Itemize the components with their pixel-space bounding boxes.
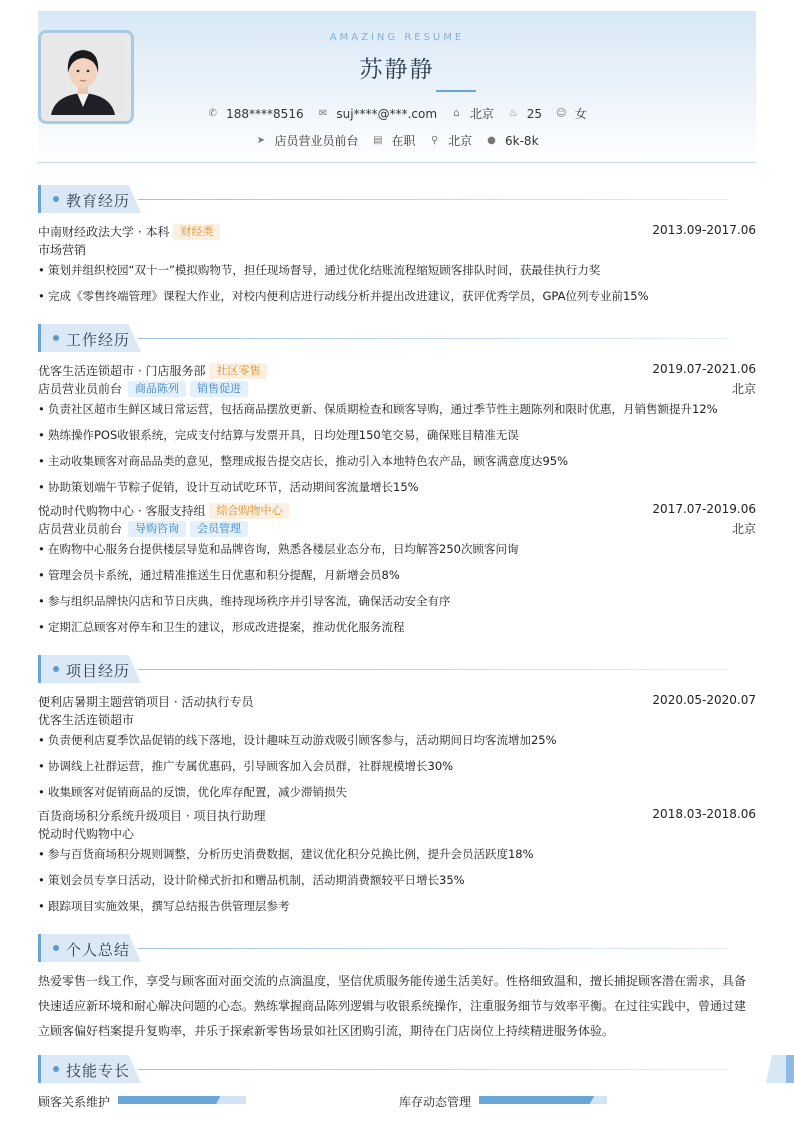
salary-text: 6k-8k: [505, 133, 539, 148]
skill-name: 库存动态管理: [399, 1095, 472, 1109]
phone-text: 188****8516: [226, 106, 304, 121]
school-tag: 财经类: [173, 224, 220, 240]
work-period: 2017.07-2019.06: [652, 502, 756, 516]
bullet-dot-icon: [53, 335, 59, 341]
project-name: 便利店暑期主题营销项目 · 活动执行专员: [38, 695, 254, 709]
list-item: • 策划并组织校园“双十一”模拟购物节，担任现场督导，通过优化结账流程缩短顾客排队时间，获最佳执行力奖: [38, 262, 756, 278]
section-title-skills: 技能专长: [66, 1062, 131, 1080]
work-period: 2019.07-2021.06: [652, 362, 756, 376]
phone-item: [207, 107, 303, 121]
skill-tag: 导购咨询: [128, 521, 186, 537]
skill-tag: 商品陈列: [128, 381, 186, 397]
phone-icon: ✆: [208, 108, 217, 119]
list-item: • 负责便利店夏季饮品促销的线下落地，设计趣味互动游戏吸引顾客参与，活动期间日均客流增加25%: [38, 732, 756, 748]
summary-text: 热爱零售一线工作，享受与顾客面对面交流的点滴温度，坚信优质服务能传递生活美好。性格细致温和，擅长捕捉顾客潜在需求，具备快速适应新环境和耐心解决问题的心态。熟练掌握商品陈列逻辑与收银系统操作，注重服务细节与效率平衡。在过往实践中，曾通过建立顾客偏好档案提升复购率，并乐于探索新零售场景如社区团购引流，期待在门店岗位上持续精进服务体验。: [38, 974, 747, 1038]
city-item: [451, 105, 494, 122]
skill-item: [38, 1093, 110, 1110]
company-name: 优客生活连锁超市 · 门店服务部: [38, 364, 206, 378]
list-item: • 主动收集顾客对商品品类的意见，整理成报告提交店长，推动引入本地特色农产品，顾客满意度达95%: [38, 453, 756, 469]
bullet-dot-icon: [53, 1066, 59, 1072]
list-item: • 参与组织品牌快闪店和节日庆典，维持现场秩序并引导客流，确保活动安全有序: [38, 593, 756, 609]
bullet-dot-icon: [53, 196, 59, 202]
age-item: [508, 107, 542, 121]
list-item: • 完成《零售终端管理》课程大作业，对校内便利店进行动线分析并提出改进建议，获评优秀学员，GPA位列专业前15%: [38, 288, 756, 304]
section-summary: [38, 934, 756, 964]
section-skills: [38, 1055, 756, 1085]
project-header: [38, 807, 756, 824]
mail-icon: ✉: [318, 108, 328, 119]
section-title-education: 教育经历: [66, 192, 131, 210]
education-major: 市场营销: [38, 243, 87, 257]
smile-icon: ☺: [556, 108, 567, 119]
work-header: [38, 362, 756, 379]
education-period: 2013.09-2017.06: [652, 223, 756, 237]
target-role-text: 店员营业员前台: [274, 134, 359, 148]
section-education: [38, 185, 756, 215]
list-item: • 协调线上社群运营，推广专属优惠码，引导顾客加入会员群，社群规模增长30%: [38, 758, 756, 774]
cake-icon: ♨: [508, 108, 518, 119]
send-icon: ➤: [256, 135, 266, 146]
work-role-row: [38, 380, 756, 397]
project-org: 悦动时代购物中心: [38, 827, 135, 841]
list-item: • 跟踪项目实施效果，撰写总结报告供管理层参考: [38, 898, 756, 914]
project-org: 优客生活连锁超市: [38, 713, 135, 727]
work-role-row: [38, 520, 756, 537]
bullet-dot-icon: [53, 666, 59, 672]
corner-decoration: [766, 1055, 794, 1083]
status-text: 在职: [391, 134, 416, 148]
education-header: [38, 223, 756, 240]
project-name: 百货商场积分系统升级项目 · 项目执行助理: [38, 809, 266, 823]
location-pin-icon: ⚲: [431, 135, 439, 146]
list-item: • 定期汇总顾客对停车和卫生的建议，形成改进提案，推动优化服务流程: [38, 619, 756, 635]
skill-tag: 会员管理: [190, 521, 248, 537]
contact-row: [38, 105, 756, 122]
section-work: [38, 324, 756, 354]
company-name: 悦动时代购物中心 · 客服支持组: [38, 504, 206, 518]
project-period: 2020.05-2020.07: [652, 693, 756, 707]
salary-item: [486, 134, 539, 148]
gender-text: 女: [574, 107, 587, 121]
skill-tag: 销售促进: [190, 381, 248, 397]
resume-header: [38, 11, 756, 163]
skill-level-bar: [118, 1096, 246, 1104]
target-city-text: 北京: [448, 134, 473, 148]
target-city-item: [429, 132, 472, 149]
work-city: 北京: [731, 382, 756, 396]
list-item: • 策划会员专享日活动，设计阶梯式折扣和赠品机制，活动期消费额较平日增长35%: [38, 872, 756, 888]
list-item: • 收集顾客对促销商品的反馈，优化库存配置，减少滞销损失: [38, 784, 756, 800]
work-role: 店员营业员前台: [38, 382, 123, 396]
email-item: [317, 107, 437, 121]
city-text: 北京: [469, 107, 494, 121]
target-role-item: [255, 132, 358, 149]
company-tag: 社区零售: [209, 363, 267, 379]
age-text: 25: [526, 106, 543, 121]
bullet-dot-icon: [53, 945, 59, 951]
briefcase-icon: ▤: [373, 135, 383, 146]
list-item: • 负责社区超市生鲜区域日常运营，包括商品摆放更新、保质期检查和顾客导购，通过季节性主题陈列和限时优惠，月销售额提升12%: [38, 401, 756, 417]
list-item: • 在购物中心服务台提供楼层导览和品牌咨询，熟悉各楼层业态分布，日均解答250次顾客问询: [38, 541, 756, 557]
skill-name: 顾客关系维护: [38, 1095, 111, 1109]
work-role: 店员营业员前台: [38, 522, 123, 536]
skill-level-fill: [479, 1096, 594, 1104]
project-header: [38, 693, 756, 710]
skill-level-fill: [118, 1096, 220, 1104]
name-underline: [436, 90, 476, 92]
list-item: • 协助策划端午节粽子促销，设计互动试吃环节，活动期间客流量增长15%: [38, 479, 756, 495]
section-projects: [38, 655, 756, 685]
section-title-work: 工作经历: [66, 331, 131, 349]
skill-level-bar: [479, 1096, 607, 1104]
work-city: 北京: [731, 522, 756, 536]
gender-item: [556, 105, 587, 122]
list-item: • 管理会员卡系统，通过精准推送生日优惠和积分提醒，月新增会员8%: [38, 567, 756, 583]
section-title-projects: 项目经历: [66, 662, 131, 680]
money-icon: ●: [487, 135, 496, 146]
school-name: 中南财经政法大学 · 本科: [38, 225, 170, 239]
brand-text: AMAZING RESUME: [329, 32, 465, 43]
list-item: • 熟练操作POS收银系统，完成支付结算与发票开具，日均处理150笔交易，确保账目精准无误: [38, 427, 756, 443]
candidate-name: 苏静静: [359, 57, 435, 83]
email-text: suj****@***.com: [336, 106, 438, 121]
home-icon: ⌂: [453, 108, 460, 119]
work-header: [38, 502, 756, 519]
section-title-summary: 个人总结: [66, 941, 131, 959]
project-period: 2018.03-2018.06: [652, 807, 756, 821]
list-item: • 参与百货商场积分规则调整，分析历史消费数据，建议优化积分兑换比例，提升会员活跃度18%: [38, 846, 756, 862]
skill-item: [399, 1093, 471, 1110]
intent-row: [38, 132, 756, 149]
status-item: [372, 132, 415, 149]
company-tag: 综合购物中心: [209, 503, 289, 519]
